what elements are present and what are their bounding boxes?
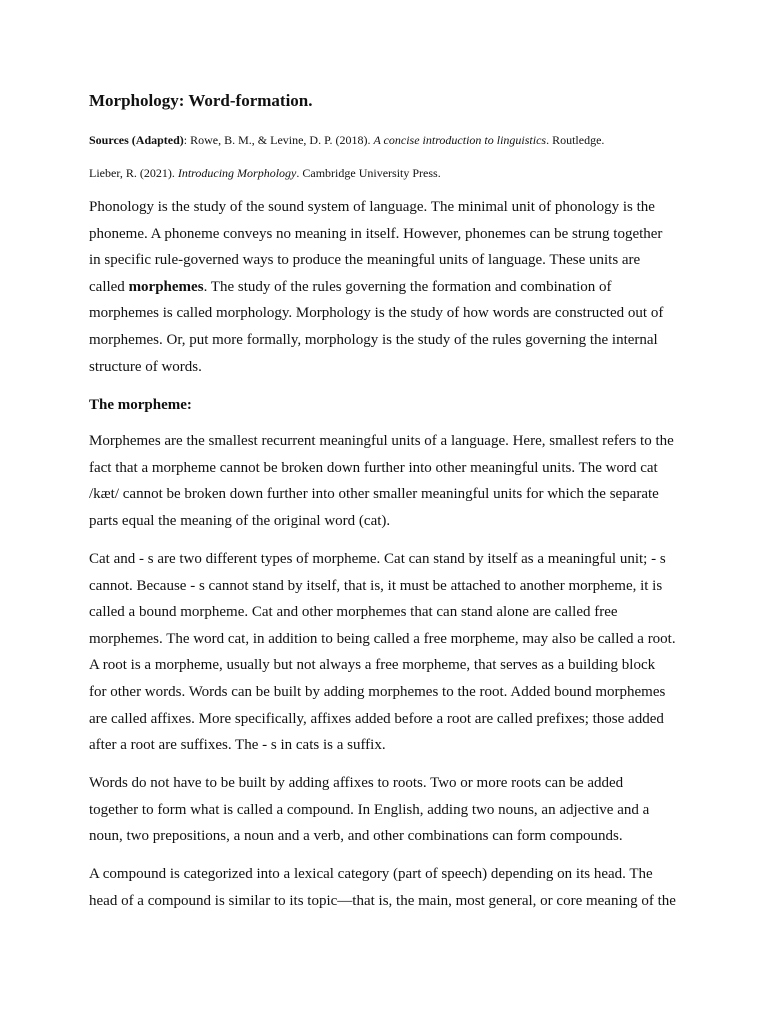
paragraph-line: Words do not have to be built by adding affixes to roots. Two or more roots can be added: [89, 775, 624, 791]
paragraph-line: Morphemes are the smallest recurrent meaningful units of a language. Here, smallest refers to the: [89, 433, 674, 449]
paragraph-line: [89, 274, 681, 301]
paragraph-line: Cat and - s are two different types of morpheme. Cat can stand by itself as a meaningful unit; - s: [89, 551, 666, 567]
paragraph-line: phoneme. A phoneme conveys no meaning in itself. However, phonemes can be strung together: [89, 225, 663, 242]
paragraph-line: morphemes. The word cat, in addition to being called a free morpheme, may also be called a root.: [89, 630, 676, 647]
section-heading-morpheme: The morpheme:: [89, 397, 192, 413]
morpheme-paragraph: [89, 428, 681, 534]
term-morphemes: morphemes: [128, 278, 204, 295]
compound-paragraph: [89, 770, 681, 850]
source-reference-2: [89, 166, 441, 181]
paragraph-line: head of a compound is similar to its topic—that is, the main, most general, or core meaning of the: [89, 892, 676, 909]
ref2-title: Introducing Morphology: [177, 166, 297, 180]
ref2-publisher: . Cambridge University Press.: [296, 166, 441, 180]
paragraph-line: for other words. Words can be built by adding morphemes to the root. Added bound morphemes: [89, 683, 666, 700]
paragraph-line: called a bound morpheme. Cat and other morphemes that can stand alone are called free: [89, 604, 618, 621]
paragraph-line: Phonology is the study of the sound system of language. The minimal unit of phonology is the: [89, 199, 655, 215]
intro-paragraph: [89, 194, 681, 380]
cat-paragraph: [89, 546, 681, 759]
ref2-authors: Lieber, R. (2021).: [89, 166, 178, 180]
paragraph-line: are called affixes. More specifically, affixes added before a root are called prefixes; those added: [89, 710, 664, 727]
sources-label: Sources (Adapted): [89, 133, 184, 147]
line-text: called: [89, 278, 129, 295]
paragraph-line: /kæt/ cannot be broken down further into other smaller meaningful units for which the separate: [89, 486, 659, 503]
paragraph-line: noun, two prepositions, a noun and a verb, and other combinations can form compounds.: [89, 828, 623, 845]
paragraph-line: morphemes is called morphology. Morphology is the study of how words are constructed out of: [89, 305, 664, 322]
paragraph-line: A compound is categorized into a lexical category (part of speech) depending on its head. The: [89, 866, 653, 882]
paragraph-line: fact that a morpheme cannot be broken down further into other meaningful units. The word cat: [89, 459, 658, 476]
ref1-authors: : Rowe, B. M., & Levine, D. P. (2018).: [183, 133, 374, 147]
source-reference-1: [89, 133, 604, 148]
head-paragraph: [89, 861, 681, 914]
ref1-title: A concise introduction to linguistics: [373, 133, 547, 147]
paragraph-line: cannot. Because - s cannot stand by itself, that is, it must be attached to another morpheme, it is: [89, 577, 663, 594]
paragraph-line: in specific rule-governed ways to produce the meaningful units of language. These units are: [89, 252, 641, 269]
paragraph-line: after a root are suffixes. The - s in cats is a suffix.: [89, 737, 386, 754]
paragraph-line: A root is a morpheme, usually but not always a free morpheme, that serves as a building block: [89, 657, 656, 674]
line-text: . The study of the rules governing the formation and combination of: [203, 278, 612, 295]
paragraph-line: morphemes. Or, put more formally, morphology is the study of the rules governing the internal: [89, 331, 658, 348]
paragraph-line: together to form what is called a compound. In English, adding two nouns, an adjective and a: [89, 801, 650, 818]
ref1-publisher: . Routledge.: [546, 133, 605, 147]
paragraph-line: structure of words.: [89, 358, 202, 375]
document-title: Morphology: Word-formation.: [89, 91, 313, 110]
paragraph-line: parts equal the meaning of the original word (cat).: [89, 512, 391, 529]
